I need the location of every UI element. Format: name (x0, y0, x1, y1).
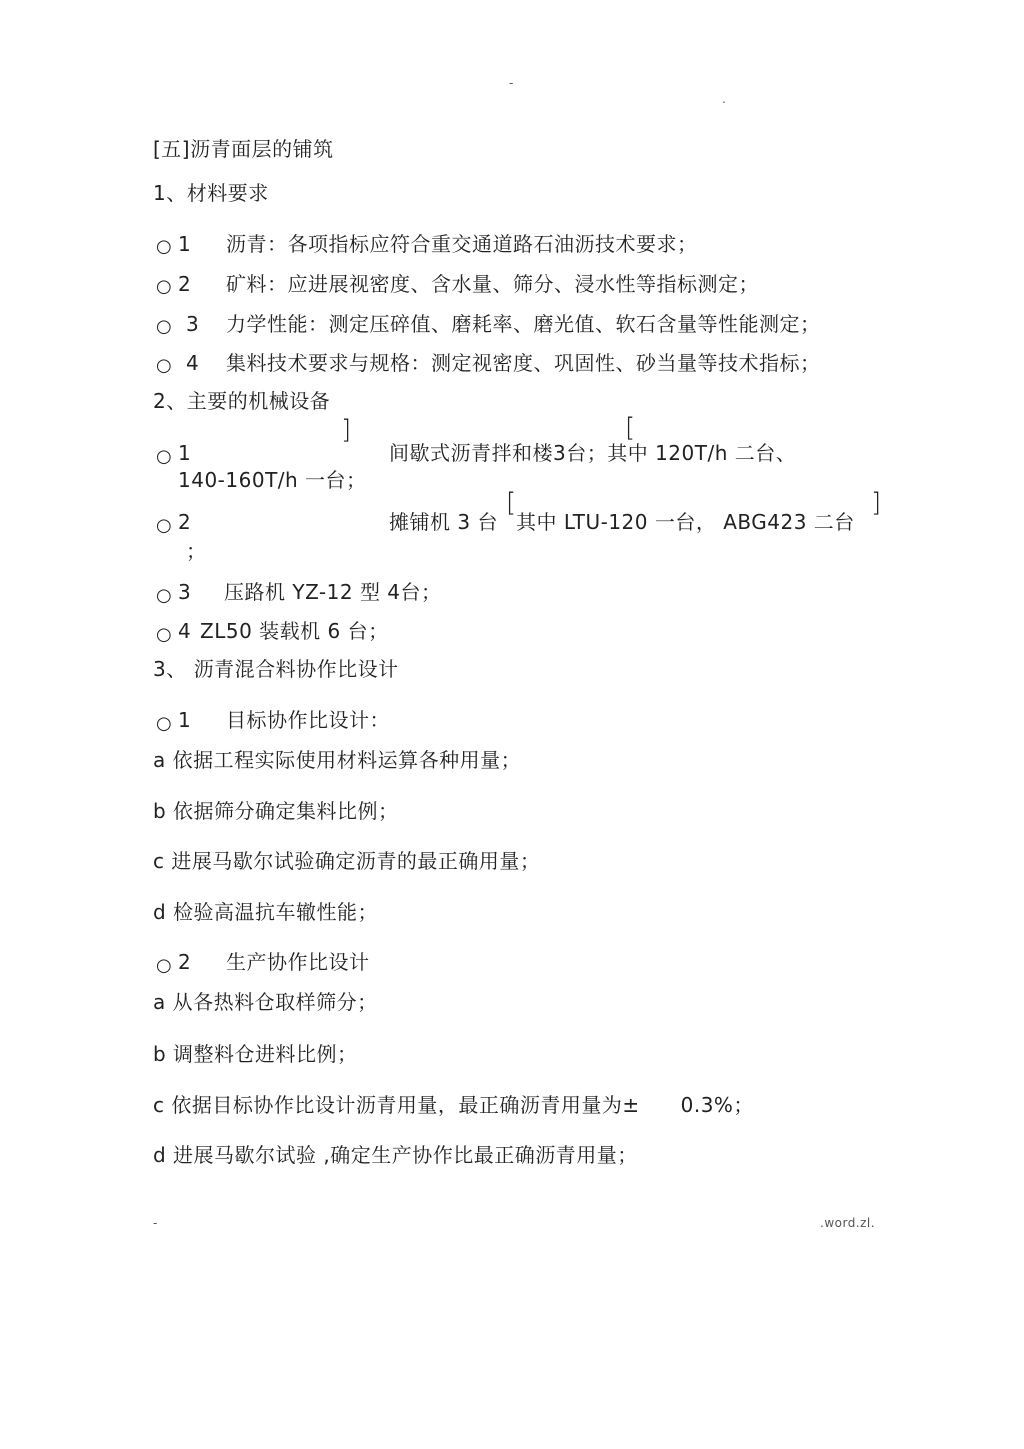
bracket-close-decor: ] (341, 415, 352, 445)
material-item: 力学性能：测定压碎值、磨耗率、磨光值、软石含量等性能测定； (226, 312, 821, 336)
bracket-close-decor: ] (871, 488, 882, 518)
list-number: 1 (178, 708, 192, 732)
material-item: 沥青：各项指标应符合重交通道路石油沥技术要求； (226, 232, 698, 256)
bullet-circle-icon: ○ (156, 236, 173, 257)
list-item: b 依据筛分确定集料比例； (153, 799, 399, 823)
equipment-item: 间歇式沥青拌和楼3台；其中 120T/h 二台、 (389, 441, 797, 465)
list-number: 1 (178, 232, 192, 256)
heading-materials: 1、材料要求 (153, 181, 269, 205)
heading-mix-design: 3、 沥青混合料协作比设计 (153, 657, 399, 681)
material-item: 集料技术要求与规格：测定视密度、巩固性、砂当量等技术指标； (226, 351, 821, 375)
list-item: d 检验高温抗车辙性能； (153, 900, 379, 924)
bullet-circle-icon: ○ (156, 585, 173, 606)
material-item: 矿料：应进展视密度、含水量、筛分、浸水性等指标测定； (226, 272, 759, 296)
list-item: c 依据目标协作比设计沥青用量，最正确沥青用量为± 0.3%； (153, 1093, 754, 1117)
subheading-production-design: 生产协作比设计 (226, 950, 370, 974)
list-number: 1 (178, 441, 192, 465)
bullet-circle-icon: ○ (156, 955, 173, 976)
bullet-circle-icon: ○ (156, 624, 173, 645)
list-number: 3 (186, 312, 200, 336)
subheading-target-design: 目标协作比设计： (226, 708, 390, 732)
bracket-open-decor: [ (625, 413, 636, 443)
bullet-circle-icon: ○ (156, 446, 173, 467)
bullet-circle-icon: ○ (156, 355, 173, 376)
bullet-circle-icon: ○ (156, 713, 173, 734)
bullet-circle-icon: ○ (156, 515, 173, 536)
heading-equipment: 2、主要的机械设备 (153, 389, 331, 413)
bracket-open-decor: [ (506, 488, 517, 518)
list-number: 3 (178, 580, 192, 604)
bullet-circle-icon: ○ (156, 316, 173, 337)
header-left-mark: - (509, 76, 514, 90)
equipment-item: 摊铺机 3 台 (389, 510, 498, 534)
footer-watermark: .word.zl. (820, 1216, 876, 1230)
list-number: 2 (178, 272, 192, 296)
footer-left-mark: - (153, 1216, 158, 1230)
list-item: a 依据工程实际使用材料运算各种用量； (153, 748, 522, 772)
list-number: 2 (178, 950, 192, 974)
equipment-item-continued: 140-160T/h 一台； (178, 468, 367, 492)
equipment-item: ZL50 装载机 6 台； (200, 619, 389, 643)
list-item: c 进展马歇尔试验确定沥青的最正确用量； (153, 849, 541, 873)
list-item: d 进展马歇尔试验 ,确定生产协作比最正确沥青用量； (153, 1143, 638, 1167)
section-title: [五]沥青面层的铺筑 (153, 137, 334, 161)
equipment-item-detail: 其中 LTU-120 一台， ABG423 二台 (516, 510, 855, 534)
equipment-item-continued: ； (186, 539, 207, 563)
header-right-mark: . (722, 92, 727, 106)
list-number: 2 (178, 510, 192, 534)
list-number: 4 (186, 351, 200, 375)
list-number: 4 (178, 619, 192, 643)
bullet-circle-icon: ○ (156, 276, 173, 297)
list-item: a 从各热料仓取样筛分； (153, 990, 378, 1014)
list-item: b 调整料仓进料比例； (153, 1042, 358, 1066)
equipment-item: 压路机 YZ-12 型 4台； (224, 580, 442, 604)
